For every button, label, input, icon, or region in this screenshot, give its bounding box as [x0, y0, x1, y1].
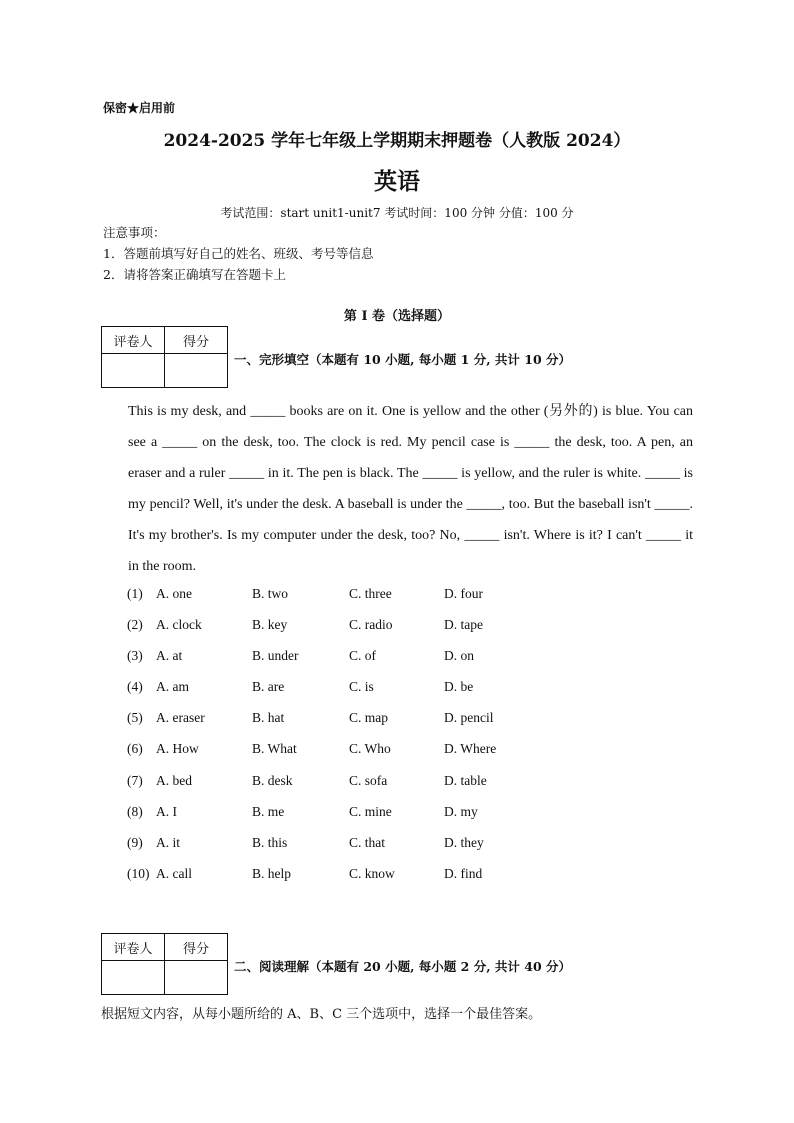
question-number: (10) [127, 865, 150, 881]
question-row [127, 771, 627, 802]
option-b: B. me [252, 803, 285, 819]
passage-line: It's my brother's. Is my computer under the desk, too? No, _____ isn't. Where is it? I can't _____ it [128, 528, 693, 543]
option-c: C. radio [349, 617, 393, 633]
question-row [127, 864, 627, 895]
option-b: B. hat [252, 710, 285, 726]
question-row [127, 677, 627, 708]
question-number: (4) [127, 679, 143, 695]
option-a: A. at [156, 648, 183, 664]
reviewer-cell [102, 961, 165, 995]
option-d: D. they [444, 834, 484, 850]
question-row [127, 615, 627, 646]
option-d: D. tape [444, 617, 483, 633]
question-row [127, 708, 627, 739]
question-number: (8) [127, 803, 143, 819]
section1-title: 一、完形填空（本题有 10 小题, 每小题 1 分, 共计 10 分） [234, 352, 572, 367]
reviewer-cell [102, 354, 165, 388]
question-row [127, 646, 627, 677]
option-b: B. are [252, 679, 285, 695]
option-d: D. pencil [444, 710, 494, 726]
score-cell [165, 961, 228, 995]
option-a: A. I [156, 803, 177, 819]
score-label: 得分 [165, 934, 228, 961]
option-d: D. my [444, 803, 478, 819]
passage-line: my pencil? Well, it's under the desk. A baseball is under the _____, too. But the baseball isn't _____. [128, 497, 693, 512]
question-options [127, 584, 627, 895]
option-b: B. desk [252, 772, 293, 788]
question-row [127, 802, 627, 833]
exam-info: 考试范围：start unit1-unit7 考试时间：100 分钟 分值：100 分 [220, 206, 574, 220]
option-d: D. table [444, 772, 487, 788]
option-c: C. sofa [349, 772, 388, 788]
question-row [127, 739, 627, 770]
option-a: A. clock [156, 617, 202, 633]
notes-heading: 注意事项： [103, 225, 166, 240]
option-c: C. three [349, 586, 392, 601]
cloze-passage [128, 396, 693, 582]
question-number: (5) [127, 710, 143, 726]
question-number: (9) [127, 834, 143, 850]
confidential-mark: 保密★启用前 [103, 101, 176, 115]
question-number: (7) [127, 772, 143, 788]
option-a: A. call [156, 865, 192, 881]
passage-line: This is my desk, and _____ books are on it. One is yellow and the other (另外的) is blue. You can [128, 404, 693, 419]
question-row [127, 584, 627, 615]
option-b: B. this [252, 834, 288, 850]
question-row [127, 833, 627, 864]
section2-instruction: 根据短文内容，从每小题所给的 A、B、C 三个选项中，选择一个最佳答案。 [101, 1007, 542, 1022]
option-a: A. bed [156, 772, 192, 788]
option-a: A. eraser [156, 710, 205, 726]
reviewer-label: 评卷人 [102, 327, 165, 354]
section2-title: 二、阅读理解（本题有 20 小题, 每小题 2 分, 共计 40 分） [234, 959, 572, 974]
option-d: D. Where [444, 741, 497, 757]
score-cell [165, 354, 228, 388]
note-item: 1．答题前填写好自己的姓名、班级、考号等信息 [103, 246, 374, 261]
option-c: C. is [349, 679, 374, 695]
question-number: (1) [127, 586, 143, 601]
option-a: A. am [156, 679, 189, 695]
option-d: D. on [444, 648, 474, 664]
option-c: C. map [349, 710, 388, 726]
passage-line: see a _____ on the desk, too. The clock is red. My pencil case is _____ the desk, too. A pen, an [128, 435, 693, 450]
subject-title: 英语 [374, 168, 420, 195]
option-d: D. find [444, 865, 483, 881]
reviewer-label: 评卷人 [102, 934, 165, 961]
grader-box [101, 326, 228, 388]
option-a: A. one [156, 586, 192, 601]
option-a: A. it [156, 834, 181, 850]
option-c: C. Who [349, 741, 391, 757]
option-b: B. under [252, 648, 299, 664]
option-b: B. What [252, 741, 297, 757]
exam-title: 2024-2025 学年七年级上学期期末押题卷（人教版 2024） [163, 131, 631, 151]
option-b: B. help [252, 865, 291, 881]
option-c: C. mine [349, 803, 392, 819]
passage-line: eraser and a ruler _____ in it. The pen is black. The _____ is yellow, and the ruler is white. _____ is [128, 466, 693, 481]
question-number: (6) [127, 741, 143, 757]
question-number: (3) [127, 648, 143, 664]
grader-box-2 [101, 933, 228, 995]
option-b: B. two [252, 586, 289, 601]
note-item: 2．请将答案正确填写在答题卡上 [103, 267, 286, 282]
score-label: 得分 [165, 327, 228, 354]
option-c: C. that [349, 834, 385, 850]
part-title: 第 I 卷（选择题） [343, 309, 451, 324]
option-d: D. four [444, 586, 483, 601]
option-c: C. know [349, 865, 395, 881]
option-d: D. be [444, 679, 474, 695]
option-a: A. How [156, 741, 199, 757]
option-b: B. key [252, 617, 288, 633]
question-number: (2) [127, 617, 143, 633]
passage-line: in the room. [128, 559, 197, 574]
option-c: C. of [349, 648, 376, 664]
